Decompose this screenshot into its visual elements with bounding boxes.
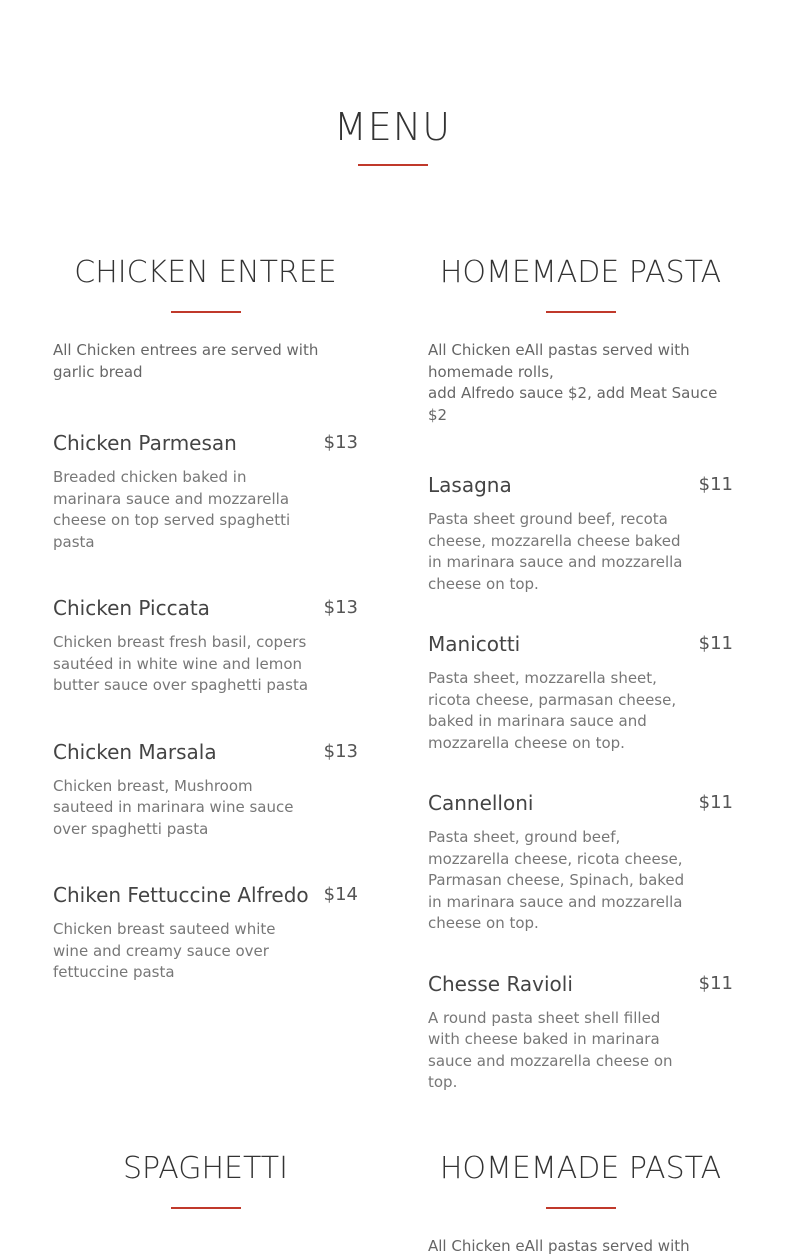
menu-item	[53, 430, 358, 553]
menu-item-list	[53, 430, 358, 984]
menu-item	[53, 739, 358, 841]
section-spaghetti	[53, 1151, 358, 1209]
section-title: HOMEMADE PASTA	[439, 255, 722, 290]
menu-item-price: $11	[698, 474, 733, 495]
section-description: All Chicken entrees are served with garlic bread	[53, 341, 319, 381]
section-divider	[546, 1207, 616, 1209]
menu-item-price: $13	[323, 597, 358, 618]
menu-item-name: Chiken Fettuccine Alfredo	[53, 883, 309, 907]
menu-item-description: Chicken breast, Mushroom sauteed in marinara wine sauce over spaghetti pasta	[53, 776, 294, 838]
section-title: CHICKEN ENTREE	[74, 255, 337, 290]
section-title: SPAGHETTI	[123, 1151, 288, 1186]
menu-item-price: $11	[698, 792, 733, 813]
menu-item-description: A round pasta sheet shell filled with cheese baked in marinara sauce and mozzarella cheese on top.	[428, 1008, 673, 1091]
menu-item-name: Chicken Parmesan	[53, 431, 237, 455]
section-chicken-entree	[53, 255, 358, 1026]
menu-item	[428, 971, 733, 1094]
section-homemade-pasta-2	[428, 1151, 733, 1258]
menu-item-price: $11	[698, 972, 733, 994]
menu-item-description: Breaded chicken baked in marinara sauce and mozzarella cheese on top served spaghetti pasta	[53, 468, 291, 551]
menu-item-description: Chicken breast fresh basil, copers sautéed in white wine and lemon butter sauce over spaghetti pasta	[53, 633, 309, 694]
section-divider	[171, 311, 241, 313]
menu-item-description: Pasta sheet, ground beef, mozzarella cheese, ricota cheese, Parmasan cheese, Spinach, baked in marinara sauce and mozzarella cheese on top.	[428, 828, 685, 932]
menu-item-name: Chicken Marsala	[53, 739, 217, 764]
menu-item	[428, 631, 733, 754]
menu-item-price: $13	[323, 432, 358, 453]
menu-item-list	[428, 472, 733, 1094]
menu-item-price: $13	[323, 740, 358, 762]
menu-item-price: $14	[323, 884, 358, 905]
menu-item	[53, 595, 358, 697]
section-divider	[171, 1207, 241, 1209]
section-description: All Chicken eAll pastas served with homemade rolls, add Alfredo sauce $2, add Meat Sauce $2	[428, 341, 718, 424]
menu-item-description: Chicken breast sauteed white wine and creamy sauce over fettuccine pasta	[53, 920, 276, 981]
menu-item-name: Manicotti	[428, 632, 521, 656]
section-title: HOMEMADE PASTA	[439, 1151, 722, 1186]
menu-item	[428, 472, 733, 595]
section-description: All Chicken eAll pastas served with	[428, 1237, 690, 1255]
menu-item-name: Chesse Ravioli	[428, 971, 573, 996]
menu-item-price: $11	[698, 633, 733, 654]
title-divider	[358, 164, 428, 166]
menu-item	[53, 882, 358, 984]
menu-item-name: Chicken Piccata	[53, 596, 210, 620]
menu-item	[428, 790, 733, 935]
menu-item-description: Pasta sheet ground beef, recota cheese, mozzarella cheese baked in marinara sauce and mozzarella cheese on top.	[428, 510, 683, 593]
menu-item-description: Pasta sheet, mozzarella sheet, ricota cheese, parmasan cheese, baked in marinara sauce and mozzarella cheese on top.	[428, 669, 677, 752]
section-homemade-pasta	[428, 255, 733, 1136]
menu-item-name: Lasagna	[428, 473, 512, 497]
section-divider	[546, 311, 616, 313]
menu-item-name: Cannelloni	[428, 791, 534, 815]
page-title: MENU	[333, 105, 452, 149]
